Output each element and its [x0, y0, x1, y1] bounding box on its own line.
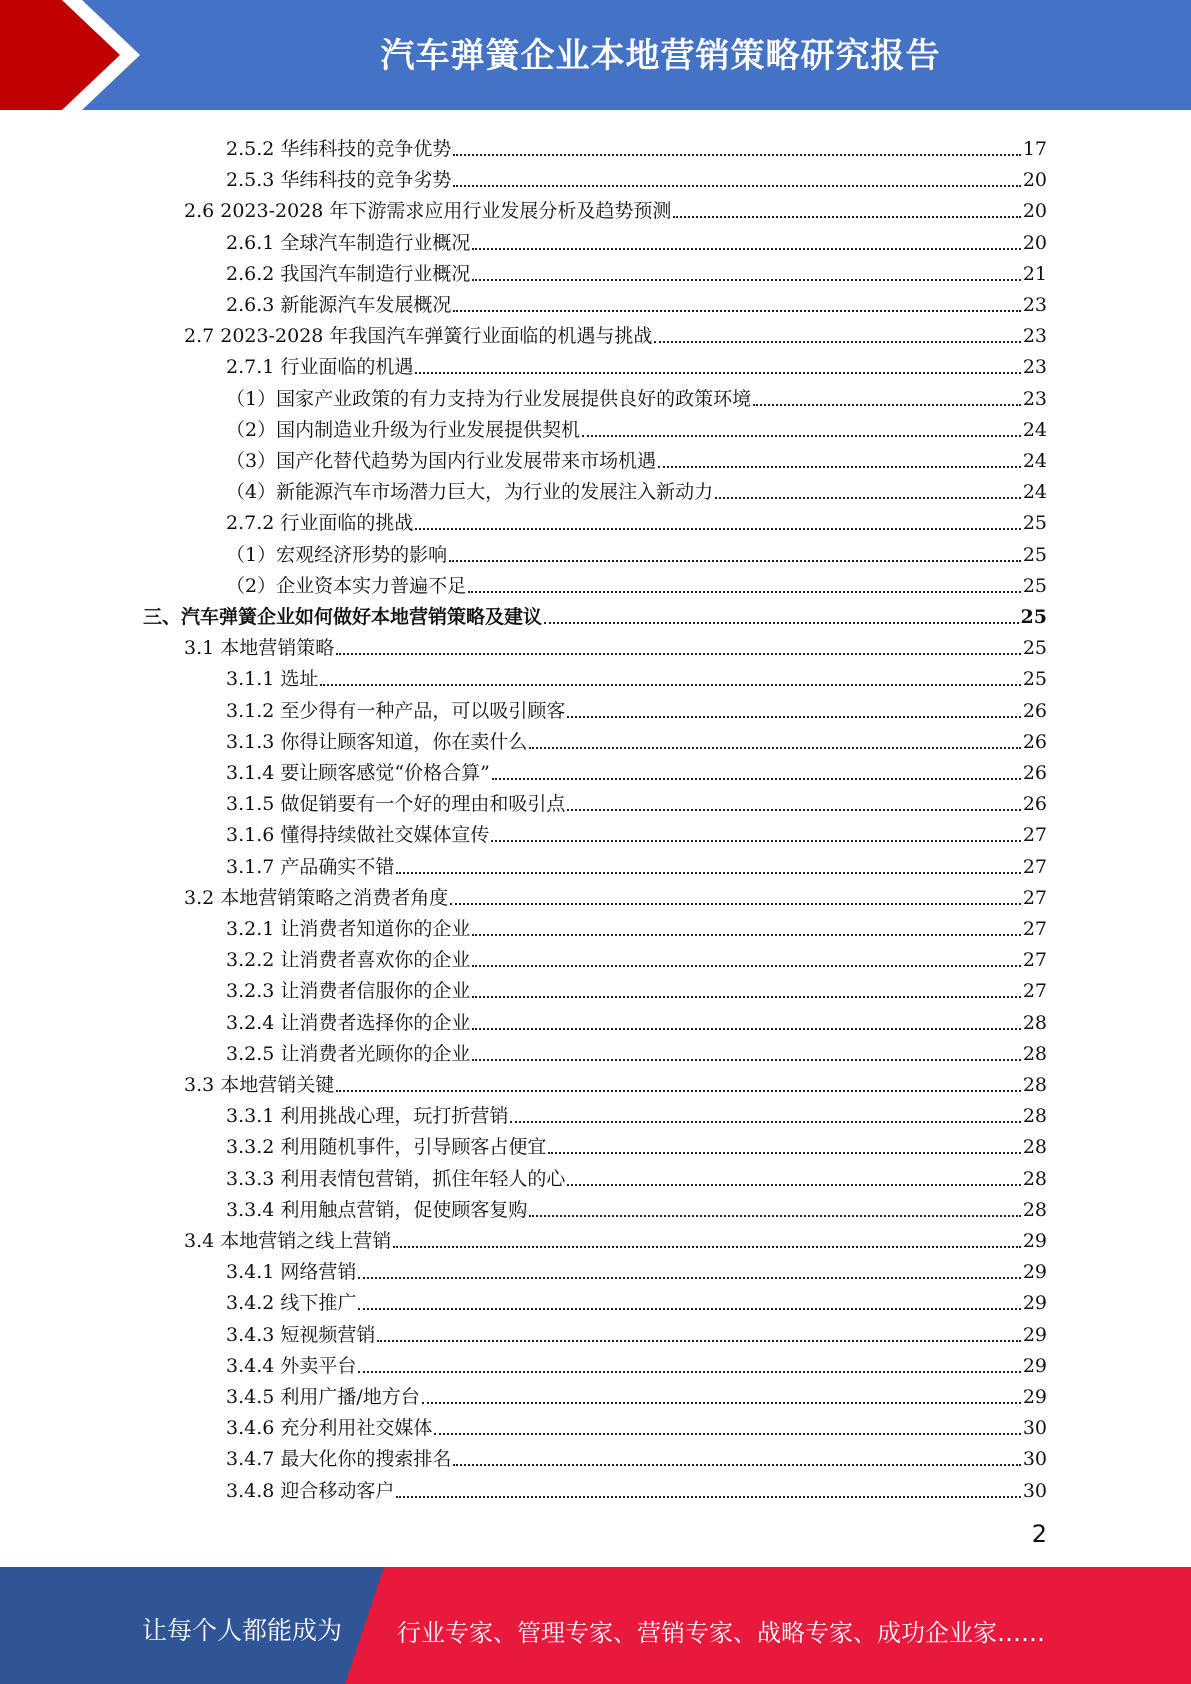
toc-dot-leader: [491, 840, 1020, 842]
toc-entry-label: 3.3.2 利用随机事件，引导顾客占便宜: [226, 1136, 547, 1159]
toc-entry-page: 24: [1022, 450, 1047, 472]
toc-entry-page: 20: [1022, 169, 1047, 192]
toc-entry[interactable]: [226, 1190, 1047, 1221]
toc-entry[interactable]: [226, 1283, 1047, 1314]
toc-entry-label: 2.6 2023-2028 年下游需求应用行业发展分析及趋势预测: [184, 200, 672, 223]
toc-entry[interactable]: [226, 379, 1047, 410]
toc-dot-leader: [472, 934, 1020, 936]
toc-entry[interactable]: [226, 1439, 1047, 1470]
toc-dot-leader: [472, 996, 1020, 998]
toc-entry-page: 29: [1022, 1386, 1047, 1408]
toc-entry[interactable]: [226, 847, 1047, 878]
toc-entry-label: 3.1.1 选址: [226, 668, 319, 691]
toc-entry[interactable]: [226, 1252, 1047, 1283]
toc-entry-label: （1）宏观经济形势的影响: [226, 543, 448, 566]
toc-dot-leader: [567, 1184, 1020, 1186]
toc-entry-label: 3.2.3 让消费者信服你的企业: [226, 980, 471, 1003]
toc-entry-label: 3.1.5 做促销要有一个好的理由和吸引点: [226, 793, 566, 816]
toc-entry-label: （3）国产化替代趋势为国内行业发展带来市场机遇: [226, 450, 657, 472]
toc-entry-label: （4）新能源汽车市场潜力巨大，为行业的发展注入新动力: [226, 481, 714, 504]
toc-dot-leader: [415, 528, 1020, 530]
toc-entry[interactable]: [184, 1065, 1047, 1096]
toc-entry-label: 3.4.4 外卖平台: [226, 1354, 357, 1377]
toc-entry-label: 3.2.4 让消费者选择你的企业: [226, 1011, 471, 1034]
toc-dot-leader: [582, 435, 1021, 437]
toc-entry-page: 25: [1020, 606, 1047, 628]
toc-entry[interactable]: [226, 1034, 1047, 1065]
toc-entry[interactable]: [184, 1221, 1047, 1252]
toc-entry-page: 28: [1022, 1042, 1047, 1065]
toc-entry-label: 3.2.1 让消费者知道你的企业: [226, 918, 471, 940]
toc-dot-leader: [472, 248, 1020, 250]
toc-entry-page: 26: [1022, 762, 1047, 784]
toc-entry-page: 29: [1022, 1261, 1047, 1284]
toc-entry-page: 28: [1022, 1011, 1047, 1034]
document-title: 汽车弹簧企业本地营销策略研究报告: [380, 36, 941, 76]
toc-entry-page: 24: [1022, 418, 1047, 441]
toc-entry-label: 3.4.1 网络营销: [226, 1261, 357, 1284]
toc-entry[interactable]: [226, 1127, 1047, 1158]
toc-dot-leader: [358, 1308, 1020, 1310]
toc-entry[interactable]: [226, 472, 1047, 503]
toc-entry[interactable]: [226, 160, 1047, 191]
toc-dot-leader: [358, 1277, 1020, 1279]
toc-entry[interactable]: [226, 940, 1047, 971]
toc-entry[interactable]: [226, 441, 1047, 472]
toc-dot-leader: [472, 279, 1020, 281]
toc-entry-page: 23: [1022, 387, 1047, 410]
toc-dot-leader: [450, 903, 1021, 905]
toc-dot-leader: [567, 716, 1020, 718]
toc-entry-page: 27: [1022, 980, 1047, 1003]
toc-dot-leader: [472, 965, 1020, 967]
toc-entry-page: 23: [1022, 294, 1047, 316]
toc-entry-page: 25: [1022, 543, 1047, 566]
toc-entry-label: 2.6.1 全球汽车制造行业概况: [226, 231, 471, 254]
toc-entry-page: 28: [1022, 1167, 1047, 1190]
toc-entry[interactable]: [226, 285, 1047, 316]
toc-entry[interactable]: [226, 254, 1047, 285]
toc-entry[interactable]: [143, 597, 1047, 628]
toc-entry-label: 3.4.2 线下推广: [226, 1292, 357, 1315]
toc-entry[interactable]: [226, 566, 1047, 597]
toc-dot-leader: [396, 872, 1020, 874]
toc-dot-leader: [453, 154, 1020, 156]
toc-entry[interactable]: [226, 347, 1047, 378]
toc-entry-page: 29: [1022, 1323, 1047, 1346]
toc-entry-page: 28: [1022, 1074, 1047, 1096]
toc-entry-page: 27: [1022, 855, 1047, 878]
toc-entry-page: 23: [1022, 325, 1047, 348]
toc-dot-leader: [453, 310, 1020, 312]
toc-entry[interactable]: [226, 753, 1047, 784]
toc-dot-leader: [377, 1340, 1020, 1342]
toc-dot-leader: [468, 591, 1021, 593]
toc-entry-page: 30: [1022, 1479, 1047, 1502]
toc-dot-leader: [449, 560, 1021, 562]
toc-entry-page: 27: [1022, 886, 1047, 909]
page-header: [0, 0, 1191, 110]
toc-entry-page: 27: [1022, 949, 1047, 972]
toc-entry-label: （1）国家产业政策的有力支持为行业发展提供良好的政策环境: [226, 387, 752, 410]
toc-entry-label: （2）国内制造业升级为行业发展提供契机: [226, 418, 581, 441]
toc-entry-page: 26: [1022, 793, 1047, 816]
toc-entry-page: 20: [1022, 231, 1047, 254]
toc-entry-page: 28: [1022, 1198, 1047, 1221]
toc-entry[interactable]: [226, 1159, 1047, 1190]
toc-entry-label: 3.4 本地营销之线上营销: [184, 1230, 392, 1252]
toc-dot-leader: [393, 1246, 1021, 1248]
toc-entry-page: 20: [1022, 200, 1047, 223]
toc-entry-label: 3.3.1 利用挑战心理，玩打折营销: [226, 1105, 509, 1128]
toc-dot-leader: [654, 341, 1020, 343]
toc-dot-leader: [715, 497, 1021, 499]
toc-entry-page: 26: [1022, 730, 1047, 753]
toc-entry[interactable]: [226, 1315, 1047, 1346]
toc-entry-label: 3.1.4 要让顾客感觉“价格合算”: [226, 762, 490, 784]
toc-dot-leader: [753, 404, 1021, 406]
toc-entry-page: 21: [1022, 262, 1047, 285]
toc-entry-label: 3.2.5 让消费者光顾你的企业: [226, 1042, 471, 1065]
toc-dot-leader: [453, 185, 1020, 187]
toc-entry[interactable]: [184, 316, 1047, 347]
toc-entry-page: 27: [1022, 824, 1047, 847]
toc-entry-page: 25: [1022, 668, 1047, 691]
toc-entry-label: 3.4.8 迎合移动客户: [226, 1479, 395, 1502]
toc-entry-page: 29: [1022, 1354, 1047, 1377]
toc-dot-leader: [492, 778, 1021, 780]
toc-entry[interactable]: [226, 1377, 1047, 1408]
page-footer: [0, 1567, 1191, 1684]
toc-entry[interactable]: [226, 1346, 1047, 1377]
toc-entry[interactable]: [226, 659, 1047, 690]
toc-entry[interactable]: [226, 971, 1047, 1002]
toc-entry-page: 29: [1022, 1230, 1047, 1252]
toc-entry-label: （2）企业资本实力普遍不足: [226, 574, 467, 597]
toc-entry[interactable]: [226, 1003, 1047, 1034]
toc-entry-label: 2.7.1 行业面临的机遇: [226, 356, 414, 379]
toc-entry[interactable]: [226, 1408, 1047, 1439]
toc-entry-label: 3.4.5 利用广播/地方台: [226, 1386, 420, 1408]
toc-entry-page: 25: [1022, 512, 1047, 535]
toc-dot-leader: [673, 216, 1020, 218]
footer-slogan-right: 行业专家、管理专家、营销专家、战略专家、成功企业家……: [397, 1619, 1045, 1647]
toc-entry-page: 28: [1022, 1105, 1047, 1128]
toc-dot-leader: [529, 1215, 1020, 1217]
toc-entry[interactable]: [226, 223, 1047, 254]
footer-slogan-left: 让每个人都能成为: [142, 1616, 343, 1645]
toc-entry-label: 3.2 本地营销策略之消费者角度: [184, 886, 449, 909]
toc-entry-page: 28: [1022, 1136, 1047, 1159]
toc-entry-page: 29: [1022, 1292, 1047, 1315]
toc-entry-label: 三、汽车弹簧企业如何做好本地营销策略及建议: [143, 606, 543, 628]
toc-entry[interactable]: [226, 1471, 1047, 1502]
toc-entry[interactable]: [226, 784, 1047, 815]
toc-dot-leader: [453, 1464, 1020, 1466]
toc-entry[interactable]: [184, 628, 1047, 659]
toc-entry[interactable]: [226, 815, 1047, 846]
toc-dot-leader: [567, 809, 1020, 811]
page-number: 2: [1031, 1520, 1047, 1548]
toc-entry[interactable]: [226, 535, 1047, 566]
toc-entry-label: 3.4.7 最大化你的搜索排名: [226, 1448, 452, 1471]
toc-dot-leader: [336, 653, 1021, 655]
toc-dot-leader: [320, 684, 1020, 686]
toc-entry[interactable]: [226, 410, 1047, 441]
toc-dot-leader: [415, 372, 1020, 374]
toc-entry-label: 3.2.2 让消费者喜欢你的企业: [226, 949, 471, 972]
toc-entry[interactable]: [226, 909, 1047, 940]
toc-entry-label: 3.1.7 产品确实不错: [226, 855, 395, 878]
toc-entry-page: 30: [1022, 1448, 1047, 1471]
toc-entry-page: 26: [1022, 699, 1047, 722]
toc-entry-label: 3.1.3 你得让顾客知道，你在卖什么: [226, 730, 528, 753]
toc-entry[interactable]: [226, 503, 1047, 534]
toc-entry[interactable]: [226, 1096, 1047, 1127]
toc-entry-page: 17: [1022, 138, 1047, 160]
toc-dot-leader: [544, 622, 1019, 624]
toc-entry[interactable]: [226, 722, 1047, 753]
toc-entry-page: 25: [1022, 574, 1047, 597]
toc-entry-label: 2.7.2 行业面临的挑战: [226, 512, 414, 535]
toc-entry-label: 3.3.4 利用触点营销，促使顾客复购: [226, 1198, 528, 1221]
toc-dot-leader: [336, 1090, 1021, 1092]
toc-dot-leader: [396, 1496, 1020, 1498]
toc-dot-leader: [422, 1402, 1021, 1404]
toc-entry-label: 2.5.2 华纬科技的竞争优势: [226, 138, 452, 160]
toc-entry-label: 2.6.3 新能源汽车发展概况: [226, 294, 452, 316]
toc-entry[interactable]: [226, 691, 1047, 722]
toc-dot-leader: [529, 747, 1020, 749]
toc-entry[interactable]: [184, 878, 1047, 909]
toc-entry-label: 3.1.6 懂得持续做社交媒体宣传: [226, 824, 490, 847]
toc-entry-label: 3.1 本地营销策略: [184, 637, 335, 660]
toc-dot-leader: [358, 1371, 1020, 1373]
toc-entry-label: 2.6.2 我国汽车制造行业概况: [226, 262, 471, 285]
toc-dot-leader: [510, 1121, 1020, 1123]
toc-entry-page: 30: [1022, 1417, 1047, 1440]
toc-entry-page: 24: [1022, 481, 1047, 504]
toc-entry-label: 3.3 本地营销关键: [184, 1074, 335, 1096]
toc-entry-label: 3.1.2 至少得有一种产品，可以吸引顾客: [226, 699, 566, 722]
toc-entry-label: 3.4.3 短视频营销: [226, 1323, 376, 1346]
toc-dot-leader: [472, 1028, 1020, 1030]
toc-dot-leader: [548, 1152, 1020, 1154]
toc-entry-label: 2.7 2023-2028 年我国汽车弹簧行业面临的机遇与挑战: [184, 325, 653, 348]
toc-entry[interactable]: [184, 191, 1047, 222]
toc-dot-leader: [658, 466, 1021, 468]
toc-entry-label: 2.5.3 华纬科技的竞争劣势: [226, 169, 452, 192]
toc-entry-label: 3.4.6 充分利用社交媒体: [226, 1417, 433, 1440]
toc-entry-page: 27: [1022, 918, 1047, 940]
toc-entry-page: 23: [1022, 356, 1047, 379]
toc-entry-label: 3.3.3 利用表情包营销，抓住年轻人的心: [226, 1167, 566, 1190]
toc-dot-leader: [472, 1059, 1020, 1061]
toc-entry[interactable]: [226, 129, 1047, 160]
toc-entry-page: 25: [1022, 637, 1047, 660]
toc-dot-leader: [434, 1433, 1020, 1435]
